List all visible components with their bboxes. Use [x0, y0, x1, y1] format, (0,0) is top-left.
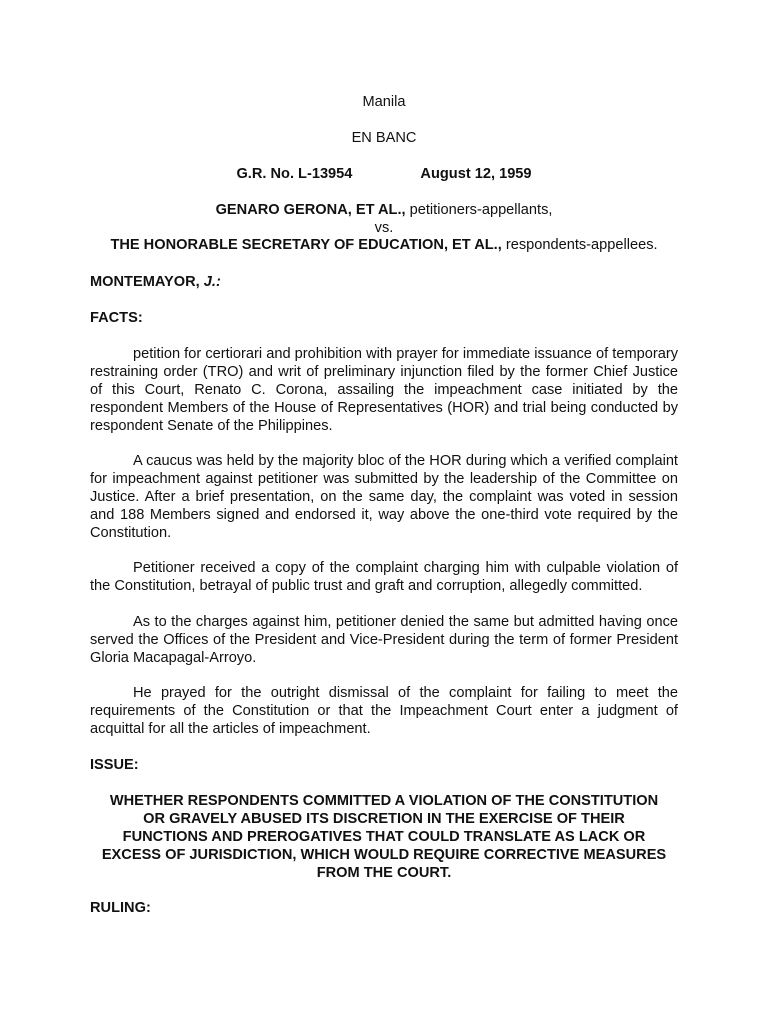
issue-line: FROM THE COURT. — [316, 865, 452, 881]
petitioner-line — [90, 201, 678, 219]
ponente-line — [90, 273, 678, 291]
document-page — [90, 0, 678, 1024]
issue-line: EXCESS OF JURISDICTION, WHICH WOULD REQUIRE CORRECTIVE MEASURES — [101, 847, 667, 863]
issue-line: WHETHER RESPONDENTS COMMITTED A VIOLATION OF THE CONSTITUTION — [109, 793, 659, 809]
case-number-line — [90, 165, 678, 183]
facts-paragraph: As to the charges against him, petitioner denied the same but admitted having once served the Offices of the President and Vice-President during the term of former President Gloria Macapagal-Arroyo. — [90, 614, 678, 666]
issue-heading: ISSUE: — [90, 757, 139, 773]
division-line: EN BANC — [351, 130, 417, 146]
ruling-heading: RULING: — [90, 900, 151, 916]
respondent-role: respondents-appellees. — [505, 237, 658, 253]
versus-line: vs. — [374, 220, 394, 236]
petitioner-name: GENARO GERONA, ET AL., — [215, 202, 406, 218]
ponente-name: MONTEMAYOR, — [90, 274, 200, 290]
place-line: Manila — [362, 94, 406, 110]
facts-paragraph: Petitioner received a copy of the complaint charging him with culpable violation of the Constitution, betrayal of public trust and graft and corruption, allegedly committed. — [90, 560, 678, 594]
respondent-line — [90, 236, 678, 254]
issue-line: OR GRAVELY ABUSED ITS DISCRETION IN THE EXERCISE OF THEIR — [143, 811, 625, 827]
issue-statement — [90, 792, 678, 882]
decision-date: August 12, 1959 — [420, 166, 532, 182]
facts-paragraph: A caucus was held by the majority bloc of the HOR during which a verified complaint for impeachment against petitioner was submitted by the leadership of the Committee on Justice. After a brief presentation, on the same day, the complaint was voted in session and 188 Members signed and endorsed it, way above the one-third vote required by the Constitution. — [90, 453, 678, 541]
facts-heading: FACTS: — [90, 310, 143, 326]
facts-paragraph: petition for certiorari and prohibition with prayer for immediate issuance of temporary restraining order (TRO) and writ of preliminary injunction filed by the former Chief Justice of this Court, Renato C. Corona, assailing the impeachment case initiated by the respondent Members of the House of Representatives (HOR) and trial being conducted by respondent Senate of the Philippines. — [90, 346, 678, 434]
gr-number: G.R. No. L-13954 — [236, 166, 353, 182]
issue-line: FUNCTIONS AND PREROGATIVES THAT COULD TRANSLATE AS LACK OR — [122, 829, 646, 845]
petitioner-role: petitioners-appellants, — [409, 202, 553, 218]
ponente-title: J.: — [203, 274, 221, 290]
facts-paragraph: He prayed for the outright dismissal of the complaint for failing to meet the requirements of the Constitution or that the Impeachment Court enter a judgment of acquittal for all the articles of impeachment. — [90, 685, 678, 737]
respondent-name: THE HONORABLE SECRETARY OF EDUCATION, ET AL., — [110, 237, 502, 253]
